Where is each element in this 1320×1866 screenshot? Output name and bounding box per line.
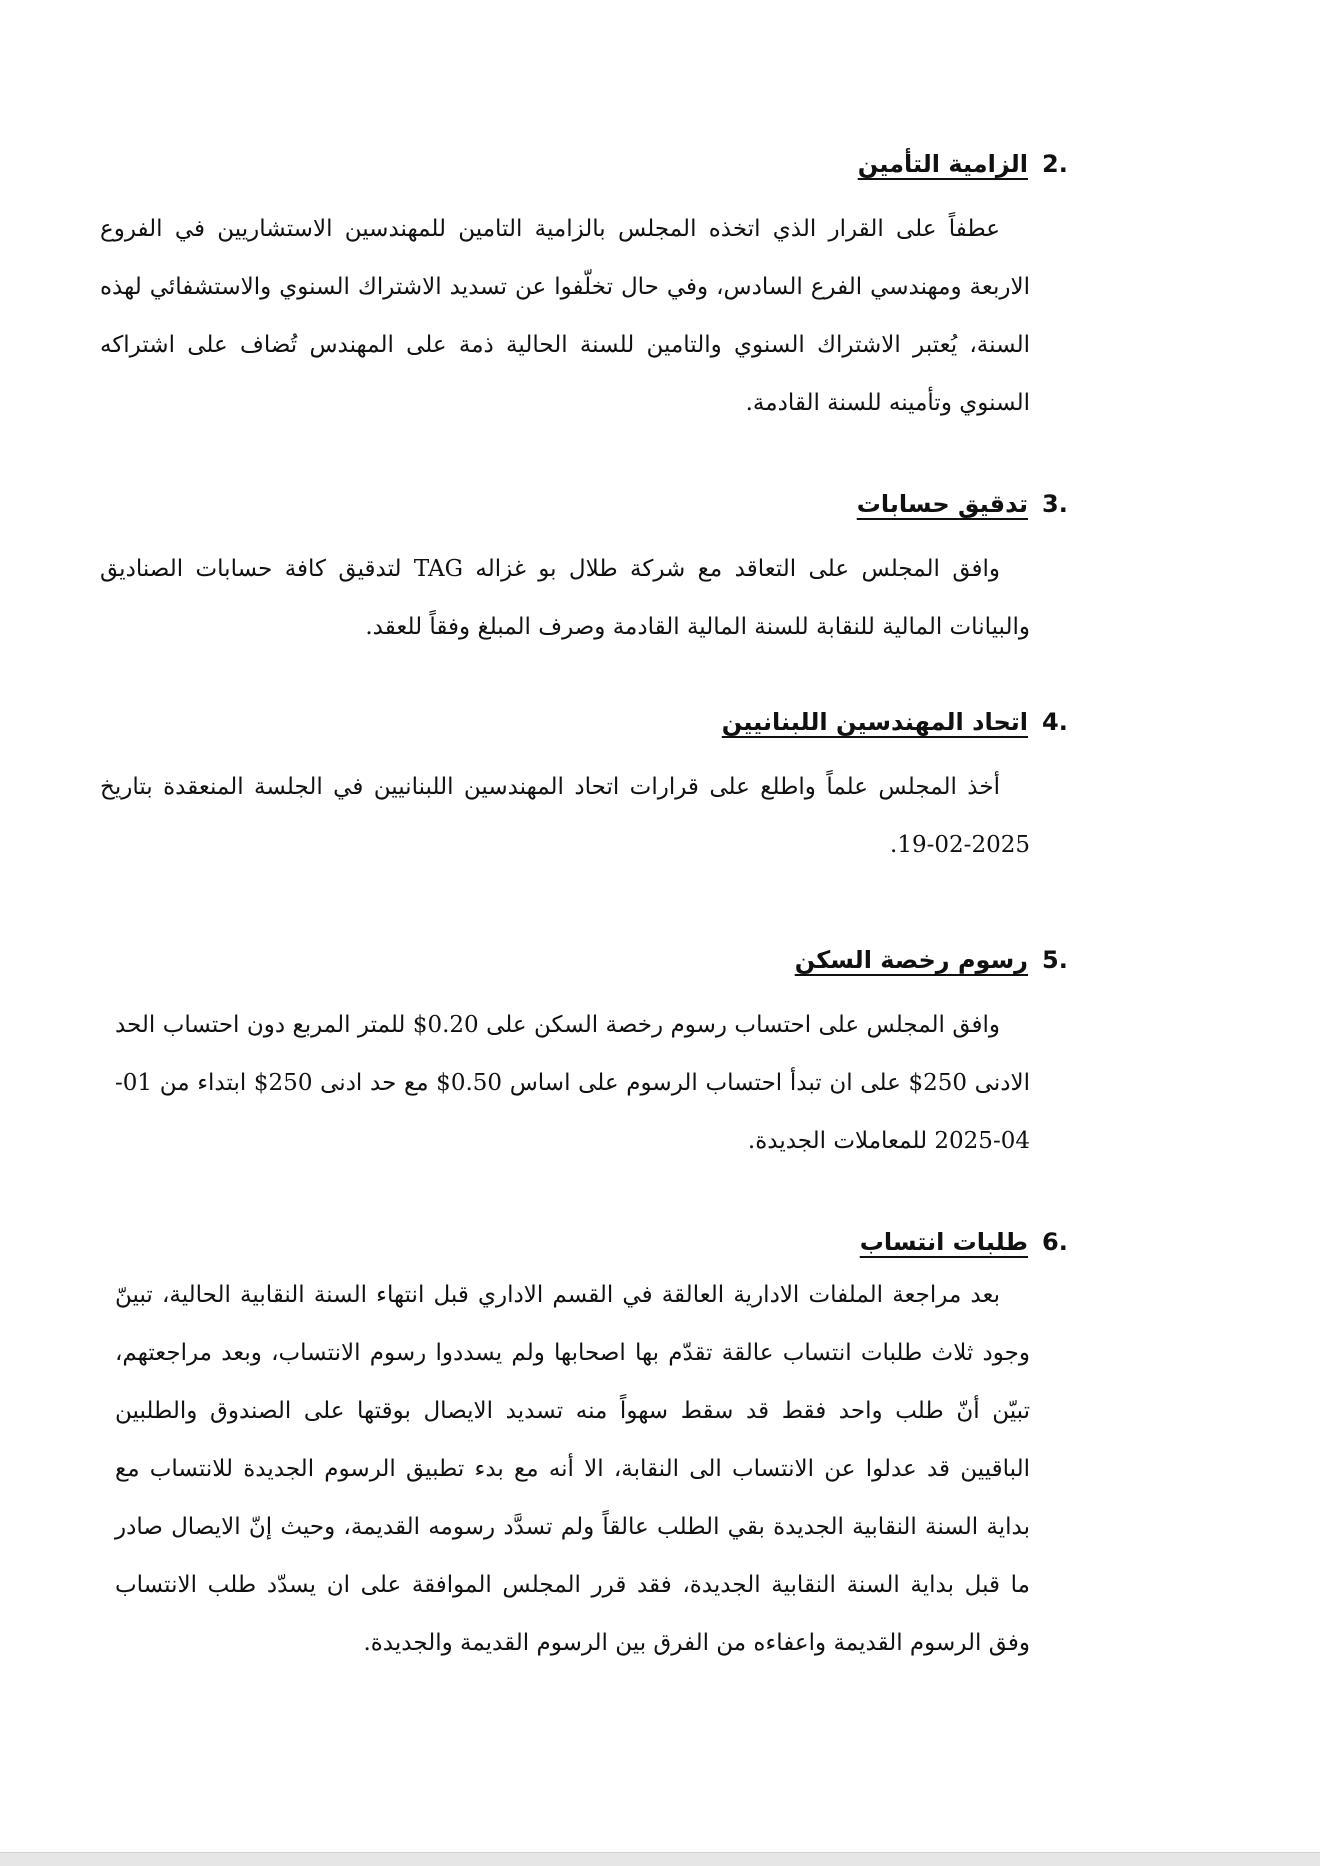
section-heading	[115, 946, 1068, 974]
section-accounts-audit	[100, 490, 1068, 656]
section-engineers-union	[100, 708, 1068, 874]
section-paragraph: وافق المجلس على احتساب رسوم رخصة السكن على 0.20$ للمتر المربع دون احتساب الحد الادنى 250$ على ان تبدأ احتساب الرسوم على اساس 0.50$ مع حد ادنى 250$ ابتداء من 01-04-2025 للمعاملات الجديدة.	[115, 1012, 1030, 1154]
page-bottom-edge	[0, 1852, 1320, 1866]
section-paragraph: بعد مراجعة الملفات الادارية العالقة في القسم الاداري قبل انتهاء السنة النقابية الحالية، تبينّ وجود ثلاث طلبات انتساب عالقة تقدّم بها اصحابها ولم يسددوا رسوم الانتساب، وبعد مراجعتهم، تبيّن أنّ طلب واحد فقط قد سقط سهواً منه تسديد الايصال بوقتها على الصندوق والطلبين الباقيين قد عدلوا عن الانتساب الى النقابة، الا أنه مع بدء تطبيق الرسوم الجديدة للانتساب مع بداية السنة النقابية الجديدة بقي الطلب عالقاً ولم تسدَّد رسومه القديمة، وحيث إنّ الايصال صادر ما قبل بداية السنة النقابية الجديدة، فقد قرر المجلس الموافقة على ان يسدّد طلب الانتساب وفق الرسوم القديمة واعفاءه من الفرق بين الرسوم القديمة والجديدة.	[115, 1282, 1030, 1656]
section-number: 3.	[1042, 490, 1068, 518]
section-paragraph: وافق المجلس على التعاقد مع شركة طلال بو غزاله TAG لتدقيق كافة حسابات الصناديق والبيانات المالية للنقابة للسنة المالية القادمة وصرف المبلغ وفقاً للعقد.	[100, 556, 1030, 640]
section-housing-permit-fees	[115, 946, 1068, 1170]
section-membership-requests	[115, 1228, 1068, 1672]
section-number: 5.	[1042, 946, 1068, 974]
section-paragraph: عطفاً على القرار الذي اتخذه المجلس بالزامية التامين للمهندسين الاستشاريين في الفروع الاربعة ومهندسي الفرع السادس، وفي حال تخلّفوا عن تسديد الاشتراك السنوي والاستشفائي لهذه السنة، يُعتبر الاشتراك السنوي والتامين للسنة الحالية ذمة على المهندس تُضاف على اشتراكه السنوي وتأمينه للسنة القادمة.	[100, 216, 1030, 416]
section-heading	[100, 708, 1068, 736]
section-paragraph: أخذ المجلس علماً واطلع على قرارات اتحاد المهندسين اللبنانيين في الجلسة المنعقدة بتاريخ 2025-02-19.	[100, 774, 1030, 858]
section-title: الزامية التأمين	[857, 150, 1028, 178]
section-insurance-mandate	[100, 150, 1068, 432]
section-number: 2.	[1042, 150, 1068, 178]
section-heading	[100, 490, 1068, 518]
section-heading	[115, 1228, 1068, 1256]
section-title: اتحاد المهندسين اللبنانيين	[721, 708, 1028, 736]
section-number: 4.	[1042, 708, 1068, 736]
section-title: رسوم رخصة السكن	[794, 946, 1028, 974]
section-heading	[100, 150, 1068, 178]
section-title: طلبات انتساب	[859, 1228, 1028, 1256]
section-number: 6.	[1042, 1228, 1068, 1256]
section-title: تدقيق حسابات	[856, 490, 1028, 518]
